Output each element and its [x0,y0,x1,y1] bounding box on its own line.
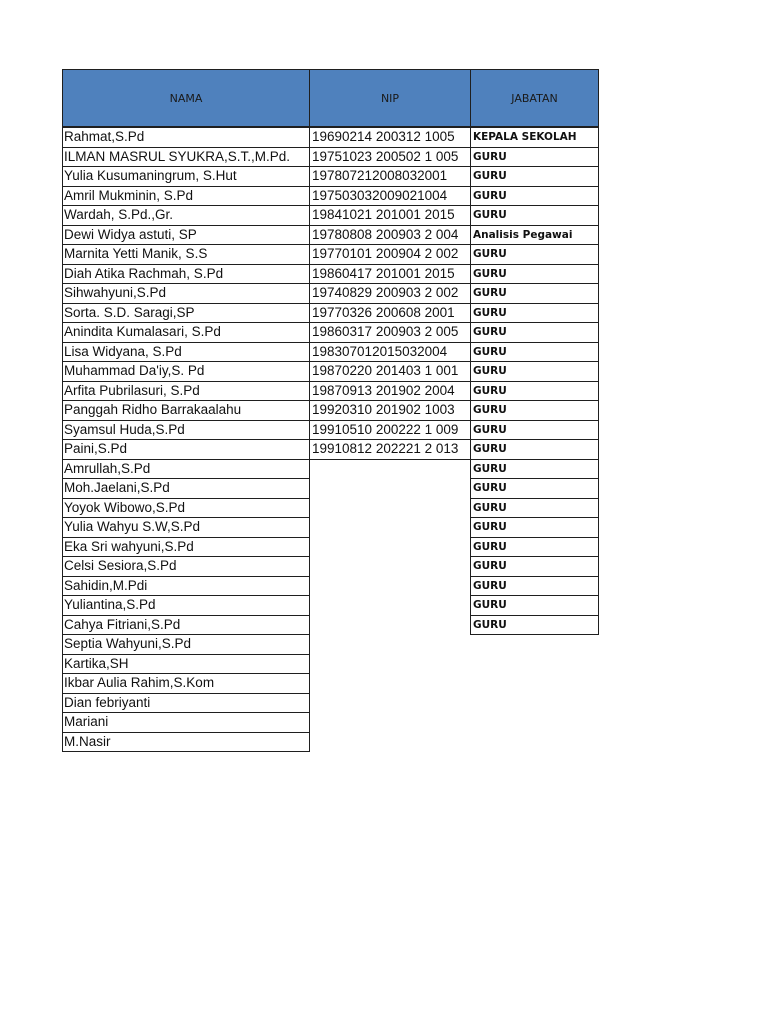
cell-nama[interactable]: Sorta. S.D. Saragi,SP [62,303,310,324]
cell-nama[interactable]: Kartika,SH [62,654,310,675]
cell-jabatan[interactable]: GURU [470,556,599,577]
cell-nama[interactable]: Ikbar Aulia Rahim,S.Kom [62,673,310,694]
cell-nama[interactable]: Diah Atika Rachmah, S.Pd [62,264,310,285]
cell-nip[interactable]: 19920310 201902 1003 [309,400,471,421]
cell-nip[interactable]: 198307012015032004 [309,342,471,363]
cell-nip[interactable]: 19780808 200903 2 004 [309,225,471,246]
cell-jabatan[interactable]: GURU [470,244,599,265]
cell-nip[interactable]: 19860317 200903 2 005 [309,322,471,343]
cell-nama[interactable]: Eka Sri wahyuni,S.Pd [62,537,310,558]
cell-jabatan[interactable]: GURU [470,595,599,616]
cell-nip[interactable]: 19870220 201403 1 001 [309,361,471,382]
cell-jabatan[interactable]: GURU [470,615,599,636]
cell-jabatan[interactable]: GURU [470,381,599,402]
cell-nip[interactable]: 19751023 200502 1 005 [309,147,471,168]
cell-nama[interactable]: Yoyok Wibowo,S.Pd [62,498,310,519]
cell-jabatan[interactable]: GURU [470,186,599,207]
cell-jabatan[interactable]: GURU [470,283,599,304]
cell-nama[interactable]: M.Nasir [62,732,310,753]
cell-nama[interactable]: Panggah Ridho Barrakaalahu [62,400,310,421]
cell-nama[interactable]: Sahidin,M.Pdi [62,576,310,597]
cell-nama[interactable]: Yulia Wahyu S.W,S.Pd [62,517,310,538]
cell-nip[interactable]: 19841021 201001 2015 [309,205,471,226]
cell-jabatan[interactable]: GURU [470,478,599,499]
cell-nama[interactable]: Moh.Jaelani,S.Pd [62,478,310,499]
cell-nama[interactable]: Paini,S.Pd [62,439,310,460]
cell-nama[interactable]: Yulia Kusumaningrum, S.Hut [62,166,310,187]
cell-nama[interactable]: Cahya Fitriani,S.Pd [62,615,310,636]
cell-nama[interactable]: Sihwahyuni,S.Pd [62,283,310,304]
cell-nip[interactable]: 19870913 201902 2004 [309,381,471,402]
cell-jabatan[interactable]: GURU [470,400,599,421]
cell-jabatan[interactable]: Analisis Pegawai [470,225,599,246]
header-nama[interactable]: NAMA [62,69,310,127]
cell-nip[interactable]: 19860417 201001 2015 [309,264,471,285]
cell-jabatan[interactable]: GURU [470,342,599,363]
cell-nama[interactable]: Rahmat,S.Pd [62,127,310,148]
cell-nama[interactable]: Marnita Yetti Manik, S.S [62,244,310,265]
cell-nama[interactable]: ILMAN MASRUL SYUKRA,S.T.,M.Pd. [62,147,310,168]
cell-nama[interactable]: Celsi Sesiora,S.Pd [62,556,310,577]
cell-nama[interactable]: Dian febriyanti [62,693,310,714]
cell-jabatan[interactable]: GURU [470,459,599,480]
cell-nama[interactable]: Yuliantina,S.Pd [62,595,310,616]
cell-nip[interactable]: 19910812 202221 2 013 [309,439,471,460]
cell-jabatan[interactable]: KEPALA SEKOLAH [470,127,599,148]
cell-jabatan[interactable]: GURU [470,166,599,187]
cell-jabatan[interactable]: GURU [470,517,599,538]
cell-nip[interactable]: 197503032009021004 [309,186,471,207]
cell-jabatan[interactable]: GURU [470,498,599,519]
cell-jabatan[interactable]: GURU [470,147,599,168]
cell-nip[interactable]: 197807212008032001 [309,166,471,187]
cell-nip[interactable]: 19690214 200312 1005 [309,127,471,148]
header-jabatan[interactable]: JABATAN [470,69,599,127]
cell-nip[interactable]: 19910510 200222 1 009 [309,420,471,441]
cell-jabatan[interactable]: GURU [470,303,599,324]
cell-nama[interactable]: Dewi Widya astuti, SP [62,225,310,246]
cell-jabatan[interactable]: GURU [470,439,599,460]
cell-jabatan[interactable]: GURU [470,322,599,343]
cell-nama[interactable]: Syamsul Huda,S.Pd [62,420,310,441]
cell-jabatan[interactable]: GURU [470,537,599,558]
cell-nip[interactable]: 19770101 200904 2 002 [309,244,471,265]
cell-nip[interactable]: 19770326 200608 2001 [309,303,471,324]
cell-nama[interactable]: Muhammad Da'iy,S. Pd [62,361,310,382]
cell-jabatan[interactable]: GURU [470,361,599,382]
cell-nama[interactable]: Amril Mukminin, S.Pd [62,186,310,207]
cell-nama[interactable]: Anindita Kumalasari, S.Pd [62,322,310,343]
cell-jabatan[interactable]: GURU [470,420,599,441]
cell-nip[interactable]: 19740829 200903 2 002 [309,283,471,304]
cell-jabatan[interactable]: GURU [470,264,599,285]
cell-nama[interactable]: Mariani [62,712,310,733]
cell-nama[interactable]: Septia Wahyuni,S.Pd [62,634,310,655]
cell-nama[interactable]: Wardah, S.Pd.,Gr. [62,205,310,226]
cell-jabatan[interactable]: GURU [470,576,599,597]
cell-nama[interactable]: Arfita Pubrilasuri, S.Pd [62,381,310,402]
cell-nama[interactable]: Lisa Widyana, S.Pd [62,342,310,363]
header-nip[interactable]: NIP [309,69,471,127]
cell-nama[interactable]: Amrullah,S.Pd [62,459,310,480]
cell-jabatan[interactable]: GURU [470,205,599,226]
